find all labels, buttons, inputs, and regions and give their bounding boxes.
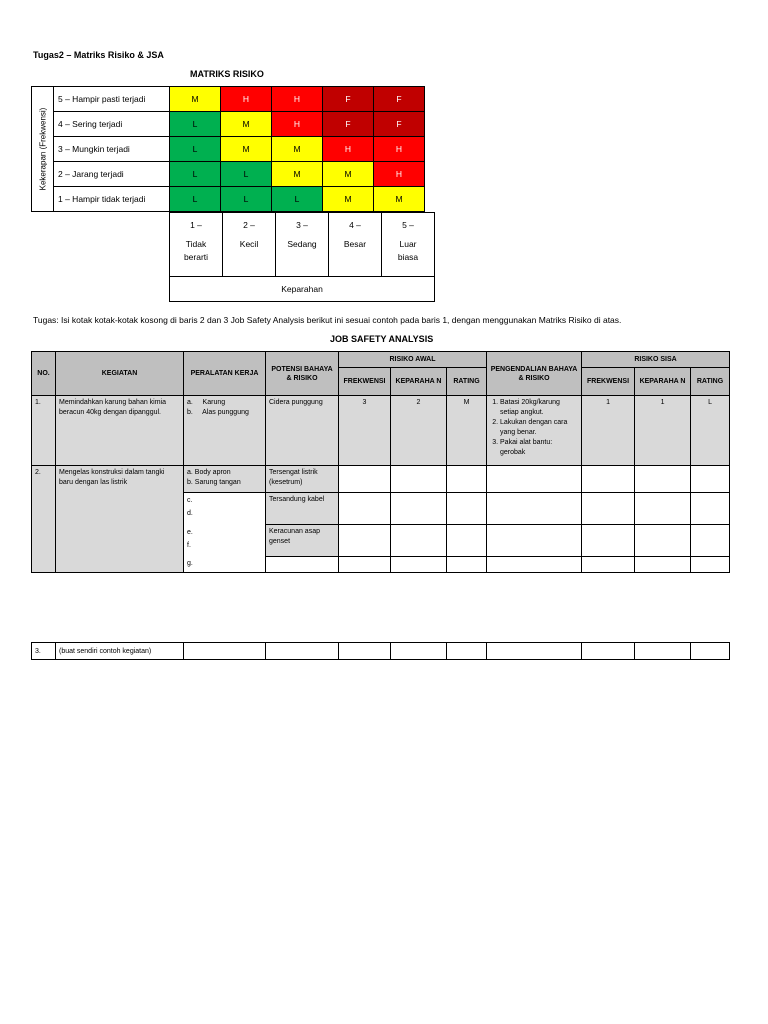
jsa-table <box>31 351 730 573</box>
row3-pengendalian[interactable] <box>487 643 582 660</box>
row2-peralatan-a: a. Body apron <box>187 469 231 476</box>
severity-name: Tidak berarti <box>183 239 209 262</box>
row2-2-awal-keparahan[interactable] <box>391 493 447 525</box>
row1-awal-rating: M <box>447 396 487 466</box>
instruction-text: Tugas: Isi kotak kotak-kotak kosong di baris 2 dan 3 Job Safety Analysis berikut ini sesuai contoh pada baris 1, dengan menggunakan Matriks Risiko di atas. <box>33 315 622 325</box>
row1-sisa-keparahan: 1 <box>635 396 691 466</box>
severity-level <box>276 213 329 277</box>
jsa-row3-table <box>31 642 730 660</box>
frequency-axis <box>32 87 54 212</box>
row3-no: 3. <box>32 643 56 660</box>
row2-peralatan-g: g. <box>187 560 193 567</box>
header-awal-keparahan: KEPARAHA N <box>391 368 447 396</box>
row2-4-sisa-frekwensi[interactable] <box>582 557 635 573</box>
row2-1-sisa-rating[interactable] <box>691 466 730 493</box>
row2-1-sisa-keparahan[interactable] <box>635 466 691 493</box>
header-sisa-rating: RATING <box>691 368 730 396</box>
severity-level <box>170 213 223 277</box>
row2-4-awal-rating[interactable] <box>447 557 487 573</box>
table-row <box>32 466 730 493</box>
control-item: 3. Pakai alat bantu: gerobak <box>500 438 578 458</box>
frequency-level-label: 4 – Sering terjadi <box>54 112 170 137</box>
matrix-row <box>32 187 425 212</box>
header-potensi: POTENSI BAHAYA & RISIKO <box>266 352 339 396</box>
row2-3-sisa-rating[interactable] <box>691 525 730 557</box>
header-kegiatan: KEGIATAN <box>56 352 184 396</box>
row2-3-awal-rating[interactable] <box>447 525 487 557</box>
risk-cell: H <box>374 162 425 187</box>
header-awal-rating: RATING <box>447 368 487 396</box>
risk-cell: M <box>221 112 272 137</box>
severity-name: Besar <box>343 239 367 249</box>
row2-4-pengendalian[interactable] <box>487 557 582 573</box>
matrix-row <box>32 137 425 162</box>
header-no: NO. <box>32 352 56 396</box>
header-peralatan: PERALATAN KERJA <box>184 352 266 396</box>
row2-2-sisa-keparahan[interactable] <box>635 493 691 525</box>
severity-level <box>223 213 276 277</box>
control-item: 1. Batasi 20kg/karung setiap angkut. <box>500 398 578 418</box>
matrix-row <box>32 112 425 137</box>
risk-cell: H <box>323 137 374 162</box>
row2-4-awal-keparahan[interactable] <box>391 557 447 573</box>
frequency-level-label: 2 – Jarang terjadi <box>54 162 170 187</box>
frequency-level-label: 5 – Hampir pasti terjadi <box>54 87 170 112</box>
row2-1-pengendalian[interactable] <box>487 466 582 493</box>
row3-awal-rating[interactable] <box>447 643 487 660</box>
header-awal-frekwensi: FREKWENSI <box>339 368 391 396</box>
risk-cell: F <box>374 112 425 137</box>
risk-cell: M <box>272 162 323 187</box>
risk-cell: M <box>323 162 374 187</box>
row2-peralatan-filled <box>184 466 266 493</box>
row2-4-sisa-keparahan[interactable] <box>635 557 691 573</box>
matrix-row <box>32 87 425 112</box>
risk-cell: L <box>170 187 221 212</box>
row1-potensi: Cidera punggung <box>266 396 339 466</box>
risk-cell: M <box>170 87 221 112</box>
row1-no: 1. <box>32 396 56 466</box>
row2-2-pengendalian[interactable] <box>487 493 582 525</box>
frequency-axis-label: Kekerapan (Frekwensi) <box>38 107 47 191</box>
row3-potensi[interactable] <box>266 643 339 660</box>
severity-level <box>382 213 435 277</box>
row2-3-pengendalian[interactable] <box>487 525 582 557</box>
matrix-row <box>32 162 425 187</box>
row2-2-sisa-frekwensi[interactable] <box>582 493 635 525</box>
row2-1-awal-keparahan[interactable] <box>391 466 447 493</box>
row2-potensi-4[interactable] <box>266 557 339 573</box>
row2-kegiatan: Mengelas konstruksi dalam tangki baru dengan las listrik <box>56 466 184 573</box>
row2-peralatan-b: b. Sarung tangan <box>187 479 241 486</box>
severity-number: 1 – <box>190 220 202 230</box>
risk-cell: F <box>323 87 374 112</box>
row2-2-sisa-rating[interactable] <box>691 493 730 525</box>
risk-cell: M <box>272 137 323 162</box>
control-item: 2. Lakukan dengan cara yang benar. <box>500 418 578 438</box>
document-title: Tugas2 – Matriks Risiko & JSA <box>33 50 164 60</box>
row2-potensi-1: Tersengat listrik (kesetrum) <box>266 466 339 493</box>
header-pengendalian: PENGENDALIAN BAHAYA & RISIKO <box>487 352 582 396</box>
frequency-level-label: 1 – Hampir tidak terjadi <box>54 187 170 212</box>
row2-3-awal-keparahan[interactable] <box>391 525 447 557</box>
risk-cell: L <box>272 187 323 212</box>
row2-peralatan-f: f. <box>187 542 191 549</box>
row3-kegiatan[interactable]: (buat sendiri contoh kegiatan) <box>56 643 184 660</box>
risk-cell: L <box>221 187 272 212</box>
table-row <box>32 396 730 466</box>
header-sisa-keparahan: KEPARAHA N <box>635 368 691 396</box>
row3-sisa-rating[interactable] <box>691 643 730 660</box>
risk-cell: L <box>170 112 221 137</box>
row2-peralatan-e: e. <box>187 529 193 536</box>
severity-number: 4 – <box>349 220 361 230</box>
severity-number: 5 – <box>402 220 414 230</box>
row2-potensi-3: Keracunan asap genset <box>266 525 339 557</box>
risk-cell: H <box>272 112 323 137</box>
risk-cell: F <box>323 112 374 137</box>
risk-cell: F <box>374 87 425 112</box>
row2-1-awal-frekwensi[interactable] <box>339 466 391 493</box>
row1-pengendalian <box>487 396 582 466</box>
risk-cell: M <box>221 137 272 162</box>
row2-3-sisa-frekwensi[interactable] <box>582 525 635 557</box>
severity-level <box>329 213 382 277</box>
risk-matrix <box>31 86 425 212</box>
row2-1-awal-rating[interactable] <box>447 466 487 493</box>
row1-sisa-frekwensi: 1 <box>582 396 635 466</box>
severity-name: Luar biasa <box>397 239 419 262</box>
row3-awal-keparahan[interactable] <box>391 643 447 660</box>
row2-no: 2. <box>32 466 56 573</box>
row2-1-sisa-frekwensi[interactable] <box>582 466 635 493</box>
row2-peralatan-blank[interactable] <box>184 493 266 573</box>
row2-2-awal-rating[interactable] <box>447 493 487 525</box>
frequency-level-label: 3 – Mungkin terjadi <box>54 137 170 162</box>
matrix-title: MATRIKS RISIKO <box>190 69 264 79</box>
risk-cell: M <box>323 187 374 212</box>
row2-4-sisa-rating[interactable] <box>691 557 730 573</box>
severity-axis-label: Keparahan <box>170 277 435 302</box>
risk-cell: H <box>272 87 323 112</box>
row1-awal-keparahan: 2 <box>391 396 447 466</box>
table-row <box>32 643 730 660</box>
row2-peralatan-c: c. <box>187 497 193 504</box>
risk-cell: L <box>170 162 221 187</box>
risk-cell: H <box>374 137 425 162</box>
row3-sisa-frekwensi[interactable] <box>582 643 635 660</box>
risk-cell: H <box>221 87 272 112</box>
row2-2-awal-frekwensi[interactable] <box>339 493 391 525</box>
jsa-title: JOB SAFETY ANALYSIS <box>330 334 434 344</box>
severity-axis <box>169 212 435 302</box>
row3-peralatan[interactable] <box>184 643 266 660</box>
row1-peralatan-b: b. Alas punggung <box>187 409 249 416</box>
row2-3-sisa-keparahan[interactable] <box>635 525 691 557</box>
header-risiko-awal: RISIKO AWAL <box>339 352 487 368</box>
row1-kegiatan: Memindahkan karung bahan kimia beracun 40kg dengan dipanggul. <box>56 396 184 466</box>
row1-peralatan <box>184 396 266 466</box>
row2-potensi-2: Tersandung kabel <box>266 493 339 525</box>
header-sisa-frekwensi: FREKWENSI <box>582 368 635 396</box>
severity-name: Sedang <box>287 239 317 249</box>
row3-sisa-keparahan[interactable] <box>635 643 691 660</box>
risk-cell: L <box>170 137 221 162</box>
row3-awal-frekwensi[interactable] <box>339 643 391 660</box>
risk-cell: L <box>221 162 272 187</box>
row2-3-awal-frekwensi[interactable] <box>339 525 391 557</box>
row2-4-awal-frekwensi[interactable] <box>339 557 391 573</box>
row2-peralatan-d: d. <box>187 510 193 517</box>
severity-number: 2 – <box>243 220 255 230</box>
severity-name: Kecil <box>239 239 259 249</box>
row1-sisa-rating: L <box>691 396 730 466</box>
header-risiko-sisa: RISIKO SISA <box>582 352 730 368</box>
row1-awal-frekwensi: 3 <box>339 396 391 466</box>
risk-cell: M <box>374 187 425 212</box>
row1-peralatan-a: a. Karung <box>187 399 226 406</box>
severity-number: 3 – <box>296 220 308 230</box>
